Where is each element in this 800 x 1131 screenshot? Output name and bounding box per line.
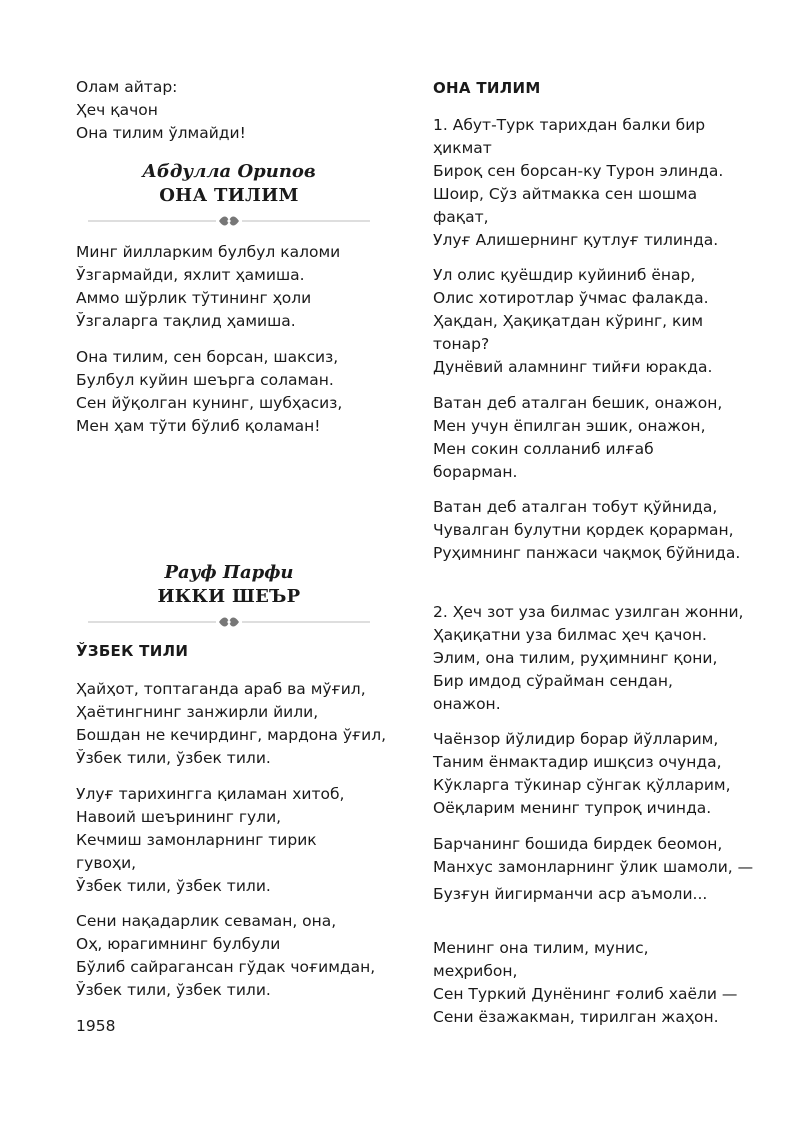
poem-line: Чувалган булутни қордек қорарман, <box>433 521 734 539</box>
ornament-divider <box>76 214 382 228</box>
poem-line: Ватан деб аталган тобут қўйнида, <box>433 498 718 516</box>
poem-line: Улуғ тарихингга қиламан хитоб, <box>76 785 345 803</box>
intro-stanza <box>76 76 406 145</box>
poem-line: Барчанинг бошида бирдек беомон, <box>433 835 723 853</box>
poem-line: Бошдан не кечирдинг, мардона ўғил, <box>76 726 387 744</box>
poem-year: 1958 <box>76 1017 116 1035</box>
poem1-heading <box>76 160 382 228</box>
stanza <box>433 114 733 252</box>
poem-line: Манхус замонларнинг ўлик шамоли, — <box>433 858 754 876</box>
poem-line: Минг йилларким булбул каломи <box>76 243 341 261</box>
poem-line: Мен учун ёпилган эшик, онажон, <box>433 417 706 435</box>
stanza <box>76 678 406 770</box>
poem-line: Руҳимнинг панжаси чақмоқ бўйнида. <box>433 544 741 562</box>
poem-line: 2. Ҳеч зот уза билмас узилган жонни, <box>433 603 744 621</box>
poem-line: Дунёвий аламнинг тийғи юракда. <box>433 358 713 376</box>
poem-line: Ҳақиқатни уза билмас ҳеч қачон. <box>433 626 707 644</box>
section-heading: ЎЗБЕК ТИЛИ <box>76 642 189 660</box>
poem2-heading <box>76 561 382 629</box>
poem-line: Ҳаётингнинг занжирли йили, <box>76 703 319 721</box>
poem-line: Она тилим, сен борсан, шаксиз, <box>76 348 339 366</box>
poem-title: ОНА ТИЛИМ <box>159 185 299 206</box>
ornament-divider <box>76 615 382 629</box>
poem-line: Бир имдод сўрайман сендан, онажон. <box>433 672 673 713</box>
poem-line: Олам айтар: <box>76 78 178 96</box>
poem-line: Ватан деб аталган бешик, онажон, <box>433 394 723 412</box>
poem-line: Улуғ Алишернинг қутлуғ тилинда. <box>433 231 719 249</box>
stanza <box>433 392 723 484</box>
poem-line: Ўзгаларга тақлид ҳамиша. <box>76 312 296 330</box>
poem-line: Навоий шеърининг гули, <box>76 808 282 826</box>
poem-line: Бўлиб сайрагансан гўдак чоғимдан, <box>76 958 376 976</box>
poem-line: Оёқларим менинг тупроқ ичинда. <box>433 799 712 817</box>
poem-line: Кўкларга тўкинар сўнгак қўлларим, <box>433 776 731 794</box>
poem-line: Менинг она тилим, мунис, меҳрибон, <box>433 939 649 980</box>
poem-line: Сен йўқолган кунинг, шубҳасиз, <box>76 394 343 412</box>
poem-line: Бузғун йигирманчи аср аъмоли... <box>433 885 708 903</box>
poem-line: Шоир, Сўз айтмакка сен шошма фақат, <box>433 185 698 226</box>
poem-line: Аммо шўрлик тўтининг ҳоли <box>76 289 312 307</box>
poem-author: Абдулла Орипов <box>142 161 316 182</box>
stanza <box>433 264 733 379</box>
poem-line: Ўзбек тили, ўзбек тили. <box>76 749 271 767</box>
poem-line: Чаёнзор йўлидир борар йўлларим, <box>433 730 719 748</box>
stanza <box>76 241 406 333</box>
poem-line: Она тилим ўлмайди! <box>76 124 246 142</box>
poem-line: Булбул куйин шеърга соламан. <box>76 371 334 389</box>
poem-line: Оҳ, юрагимнинг булбули <box>76 935 281 953</box>
poem-line: Мен сокин солланиб илғаб борарман. <box>433 440 654 481</box>
stanza <box>76 346 406 438</box>
poem-line: Ўзбек тили, ўзбек тили. <box>76 877 271 895</box>
poem-line: Мен ҳам тўти бўлиб қоламан! <box>76 417 321 435</box>
poem-line: Сен Туркий Дунёнинг ғолиб хаёли — <box>433 985 738 1003</box>
poem-line: Бироқ сен борсан-ку Турон элинда. <box>433 162 724 180</box>
poem-line: Ўзбек тили, ўзбек тили. <box>76 981 271 999</box>
poem-line: Ҳақдан, Ҳақиқатдан кўринг, ким тонар? <box>433 312 704 353</box>
poem-line: Ўзгармайди, яхлит ҳамиша. <box>76 266 305 284</box>
stanza <box>433 496 753 565</box>
poem-line: Кечмиш замонларнинг тирик гувоҳи, <box>76 831 317 872</box>
poem-line: Ҳеч қачон <box>76 101 158 119</box>
poem-title: ИККИ ШЕЪР <box>157 586 301 607</box>
poem-line: 1. Абут-Турк тарихдан балки бир ҳикмат <box>433 116 706 157</box>
poem-author: Рауф Парфи <box>164 562 294 583</box>
poem-line: Таним ёнмактадир ишқсиз очунда, <box>433 753 722 771</box>
stanza <box>433 601 743 716</box>
stanza <box>76 783 346 898</box>
stanza <box>433 833 763 906</box>
poem-line: Элим, она тилим, руҳимнинг қони, <box>433 649 718 667</box>
stanza <box>433 937 738 1029</box>
poem-line: Олис хотиротлар ўчмас фалакда. <box>433 289 709 307</box>
stanza <box>76 910 406 1002</box>
poem-line: Ул олис қуёшдир куйиниб ёнар, <box>433 266 696 284</box>
poem-line: Сени нақадарлик севаман, она, <box>76 912 337 930</box>
stanza <box>433 728 763 820</box>
poem-line: Ҳайҳот, топтаганда араб ва мўғил, <box>76 680 366 698</box>
poem-line: Сени ёзажакман, тирилган жаҳон. <box>433 1008 719 1026</box>
section-heading: ОНА ТИЛИМ <box>433 79 541 97</box>
